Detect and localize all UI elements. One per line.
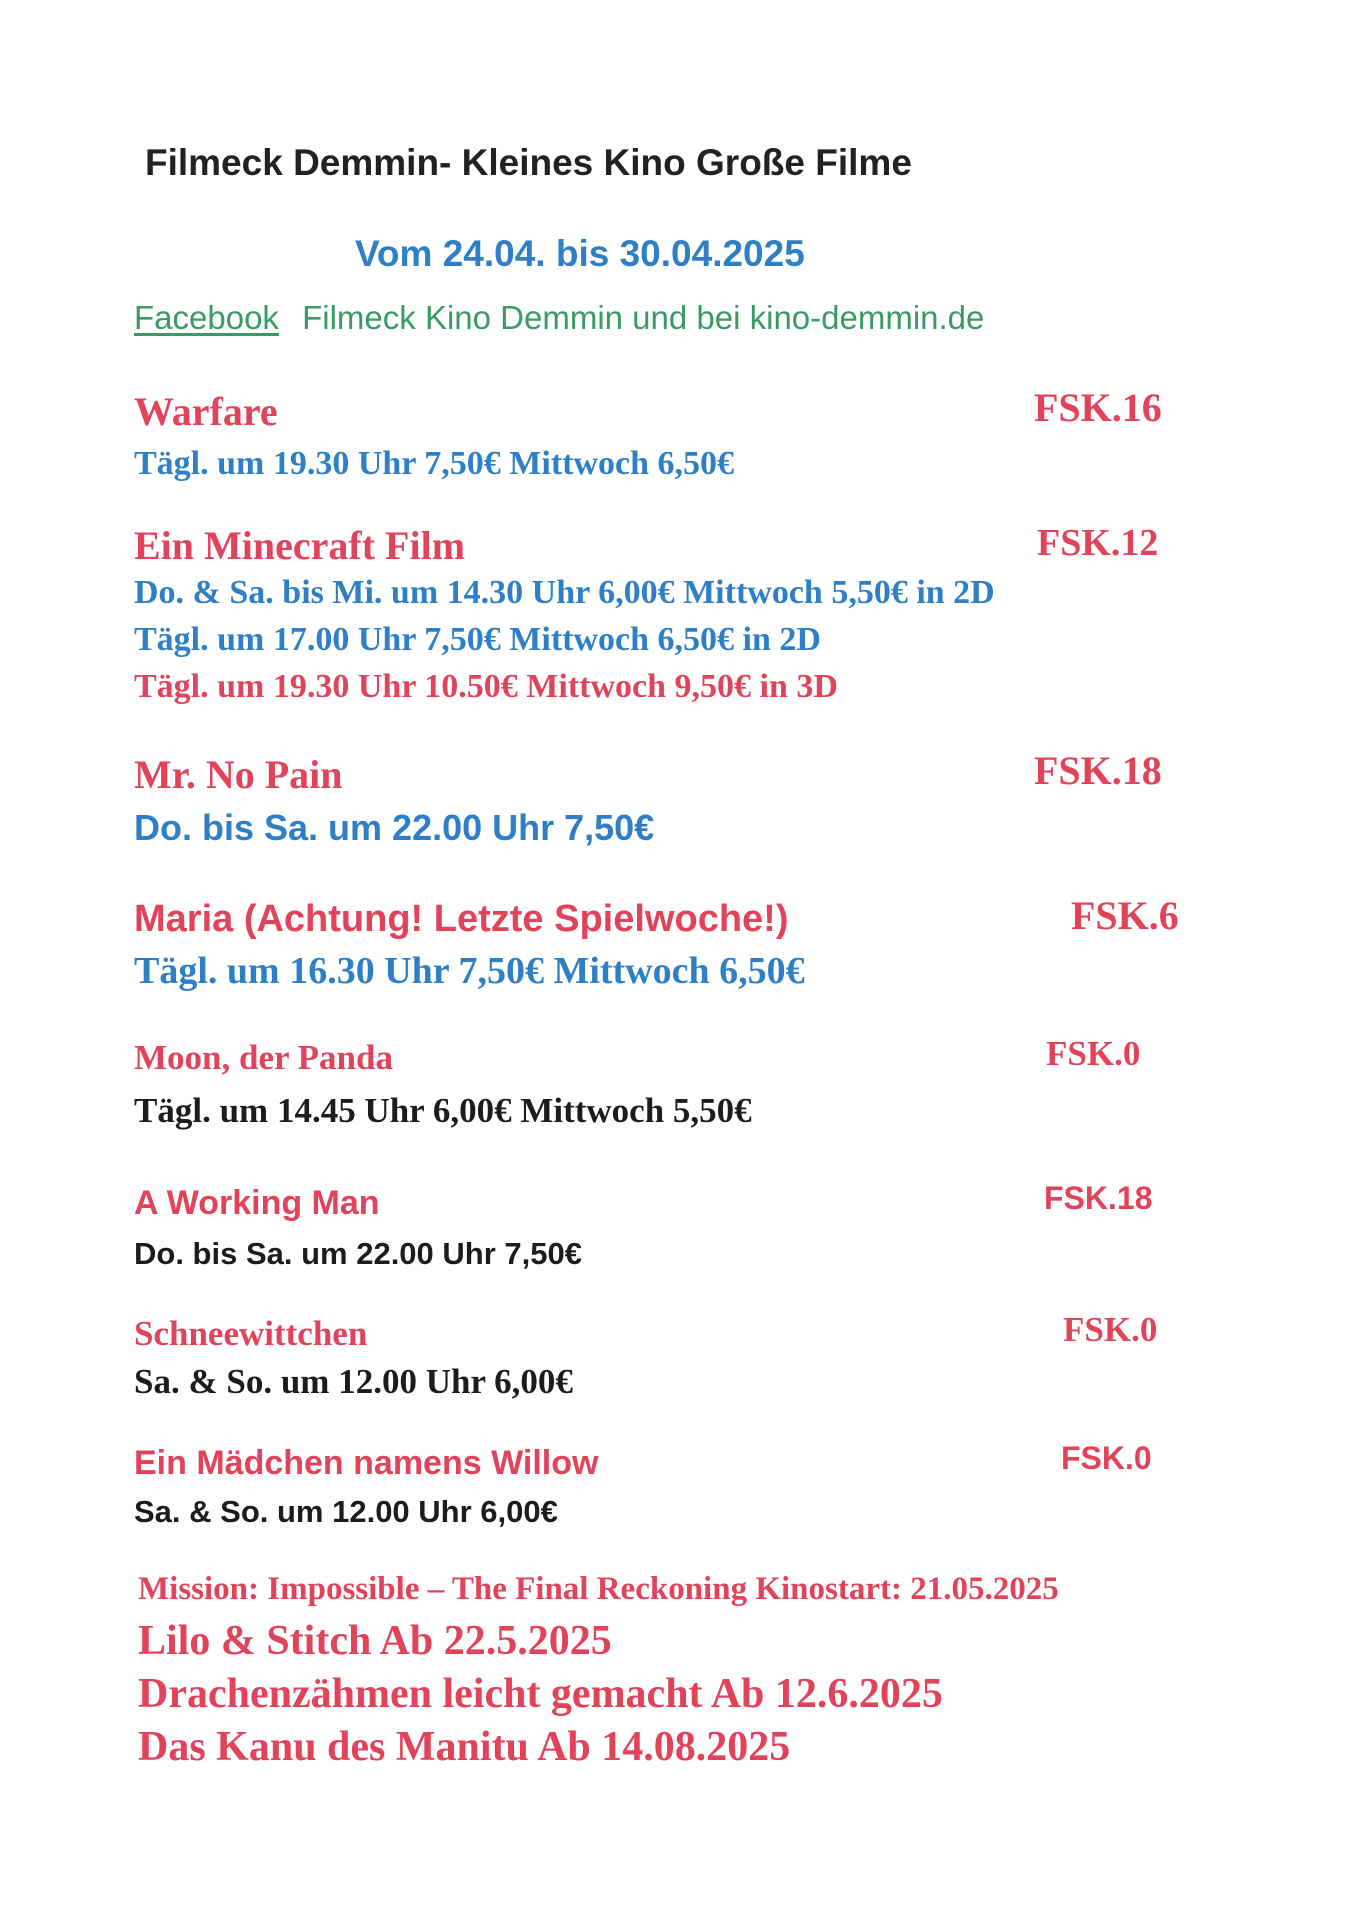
- showtime: Tägl. um 19.30 Uhr 7,50€ Mittwoch 6,50€: [134, 445, 735, 482]
- showtime: Sa. & So. um 12.00 Uhr 6,00€: [134, 1494, 558, 1529]
- film-title: Schneewittchen: [134, 1314, 368, 1353]
- date-range: Vom 24.04. bis 30.04.2025: [355, 233, 805, 274]
- film-rating: FSK.0: [1046, 1034, 1141, 1073]
- showtime: Do. bis Sa. um 22.00 Uhr 7,50€: [134, 1236, 582, 1271]
- film-rating: FSK.18: [1034, 748, 1162, 793]
- film-title: Ein Minecraft Film: [134, 523, 466, 568]
- film-title: A Working Man: [134, 1184, 380, 1222]
- upcoming-item: Mission: Impossible – The Final Reckoning Kinostart: 21.05.2025: [138, 1571, 1059, 1607]
- film-rating: FSK.0: [1063, 1310, 1158, 1349]
- showtime: Tägl. um 16.30 Uhr 7,50€ Mittwoch 6,50€: [134, 950, 805, 992]
- upcoming-item: Das Kanu des Manitu Ab 14.08.2025: [138, 1724, 791, 1770]
- film-title: Moon, der Panda: [134, 1038, 393, 1077]
- film-title: Ein Mädchen namens Willow: [134, 1444, 599, 1482]
- film-title: Mr. No Pain: [134, 752, 343, 797]
- film-rating: FSK.12: [1037, 522, 1159, 564]
- film-title: Maria (Achtung! Letzte Spielwoche!): [134, 898, 789, 940]
- facebook-link[interactable]: Facebook: [134, 299, 279, 336]
- showtime: Tägl. um 17.00 Uhr 7,50€ Mittwoch 6,50€ in 2D: [134, 621, 821, 658]
- showtime: Tägl. um 14.45 Uhr 6,00€ Mittwoch 5,50€: [134, 1091, 752, 1130]
- film-rating: FSK.6: [1071, 893, 1179, 938]
- film-title: Warfare: [134, 389, 278, 434]
- upcoming-item: Drachenzähmen leicht gemacht Ab 12.6.2025: [138, 1671, 943, 1717]
- film-rating: FSK.18: [1044, 1180, 1153, 1216]
- film-rating: FSK.0: [1061, 1440, 1152, 1476]
- page-title: Filmeck Demmin- Kleines Kino Große Filme: [145, 142, 912, 183]
- showtime: Tägl. um 19.30 Uhr 10.50€ Mittwoch 9,50€ in 3D: [134, 668, 838, 705]
- social-text: Filmeck Kino Demmin und bei kino-demmin.de: [302, 299, 985, 336]
- upcoming-item: Lilo & Stitch Ab 22.5.2025: [138, 1618, 612, 1664]
- showtime: Do. & Sa. bis Mi. um 14.30 Uhr 6,00€ Mittwoch 5,50€ in 2D: [134, 574, 995, 611]
- film-rating: FSK.16: [1034, 385, 1162, 430]
- showtime: Do. bis Sa. um 22.00 Uhr 7,50€: [134, 807, 655, 848]
- social-line: [134, 301, 984, 334]
- showtime: Sa. & So. um 12.00 Uhr 6,00€: [134, 1362, 573, 1401]
